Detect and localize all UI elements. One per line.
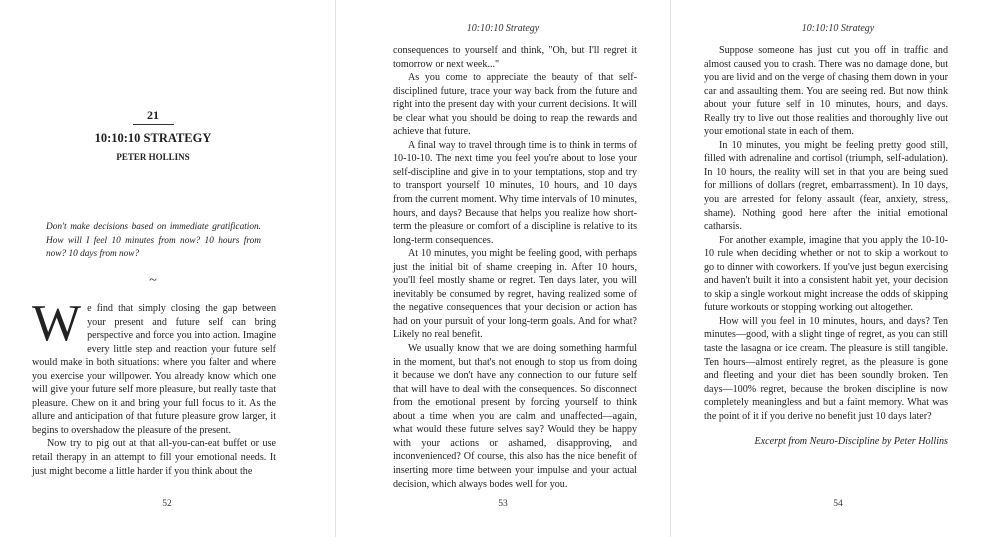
page-number: 52 — [162, 499, 172, 509]
paragraph: In 10 minutes, you might be feeling pretty good still, filled with adrenaline and cortisol (triumph, self-adulation). In 10 hours, the reality will set in that you are being sued for millions of dollars (regret, embarrassment). In 10 days, you are arrested for felony assault (fear, anxiety, stress, shame). Nothing good here after the initial emotional catharsis. — [704, 139, 948, 233]
paragraph: As you come to appreciate the beauty of that self-disciplined future, trace your way back from the future and right into the present day with your current decisions. It will be clear what you should be doing to reap the rewards and achieve that future. — [393, 72, 637, 138]
paragraph: A final way to travel through time is to think in terms of 10-10-10. The next time you feel you're about to lose your self-discipline and give in to your temptations, stop and try to transport yourself 10 minutes, 10 hours, and 10 days from the current moment. Why time intervals of 10 minutes, hours, and days? Because that helps you realize how short-term the pleasure or comfort of a discipline is relative to its long-term consequences. — [393, 139, 637, 246]
page-54 — [670, 0, 1005, 537]
chapter-author: PETER HOLLINS — [116, 152, 190, 162]
drop-cap: W — [32, 295, 82, 352]
paragraph: How will you feel in 10 minutes, hours, and days? Ten minutes—good, with a slight tinge of regret, as you can still taste the lasagna or ice cream. The pleasure is still tangible. Ten hours—almost entirely regret, as the pleasure is gone and fleeting and your diet has been soundly broken. Ten days—100% regret, because the broken discipline is now completely meaningless and but a faint memory. What was the point of it if you derive no benefit just 10 days later? — [704, 315, 948, 422]
paragraph: Now try to pig out at that all-you-can-eat buffet or use retail therapy in an attempt to fill your emotional needs. It just might become a little harder if you think about the — [32, 438, 276, 477]
page-number: 54 — [833, 499, 843, 509]
paragraph: For another example, imagine that you apply the 10-10-10 rule when deciding whether or not to skip a workout to go to dinner with coworkers. If you've just begun exercising and haven't built it into a consistent habit yet, your decision to skip a single workout might increase the odds of skipping future workouts or stopping working out altogether. — [704, 234, 948, 314]
paragraph: We find that simply closing the gap between your present and future self can bring perspective and force you into action. Imagine every little step and reaction your future self would make in both situations: where you falter and where you exercise your willpower. You already know which one will give your future self more pleasure, but really taste that pleasure. Chew on it and bring your full focus to it. As the allure and anticipation of that future pleasure grow larger, it begins to overshadow the pleasure of the present. — [32, 295, 276, 436]
paragraph: consequences to yourself and think, "Oh, but I'll regret it tomorrow or next week..." — [393, 45, 637, 70]
running-head: 10:10:10 Strategy — [466, 23, 540, 34]
page-52 — [0, 0, 334, 537]
epigraph: Don't make decisions based on immediate gratification. How will I feel 10 minutes from now? 10 hours from now? 10 days from now? — [46, 222, 261, 260]
paragraph: At 10 minutes, you might be feeling good, with perhaps just the initial bit of shame creeping in. After 10 hours, you'll feel mostly shame or regret. Ten days later, you will inevitably be consumed by regret, having realized some of the negative consequences that your decision or action has had on your pursuit of your long-term goals. And for what? Likely no real benefit. — [393, 248, 637, 341]
body-text — [704, 44, 948, 449]
paragraph: We usually know that we are doing something harmful in the moment, but that's not enough to stop us from doing it because we don't have any connection to our future self that will have to deal with the consequences. So disconnect from the emotional present by forcing yourself to think about a time when you are calm and unaffected—again, what would these future selves say? Would they be happy with your actions or ashamed, disapproving, and inconvenienced? Of course, this also has the nice benefit of inserting more time between your impulse and your actual decision, which always bodes well for you. — [393, 343, 637, 490]
chapter-title: 10:10:10 STRATEGY — [94, 131, 212, 145]
ornament-icon: ~ — [149, 273, 157, 288]
page-53 — [335, 0, 670, 537]
running-head: 10:10:10 Strategy — [801, 23, 875, 34]
paragraph: Suppose someone has just cut you off in traffic and almost caused you to crash. There was no damage done, but you are livid and on the verge of chasing them down in your car and assaulting them. You are seeing red. But now think about your future self in 10 minutes, hours, and days. Really try to live out those realities and thoroughly live out your emotional state in each of them. — [704, 45, 948, 138]
body-text — [393, 44, 637, 491]
body-text — [32, 295, 276, 478]
page-number: 53 — [498, 499, 508, 509]
excerpt-credit: Excerpt from Neuro-Discipline by Peter Hollins — [754, 436, 948, 448]
chapter-number: 21 — [147, 108, 159, 122]
chapter-rule — [133, 124, 174, 125]
